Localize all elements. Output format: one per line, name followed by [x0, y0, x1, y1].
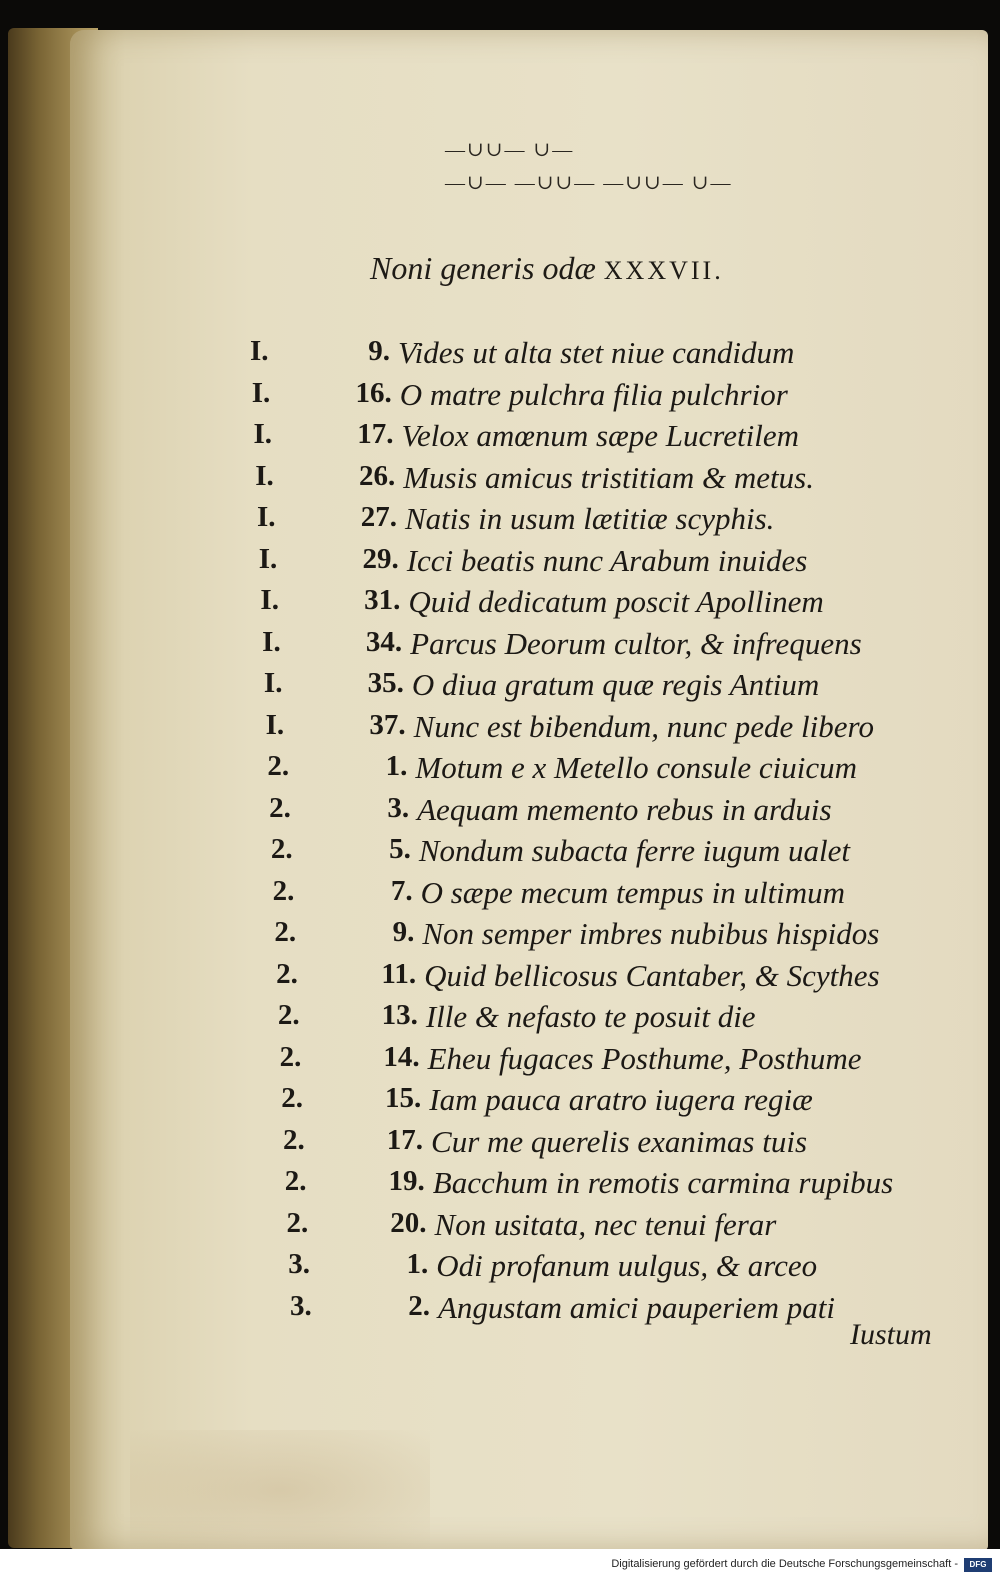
incipit-verse: Musis amicus tristitiam & metus. — [403, 459, 814, 495]
incipit-verse: Non semper imbres nubibus hispidos — [422, 916, 880, 951]
incipit-verse: O matre pulchra filia pulchrior — [399, 376, 788, 412]
ode-number: 27. — [360, 501, 397, 533]
book-number: I. — [255, 459, 274, 492]
ode-number: 26. — [358, 459, 396, 492]
section-heading — [370, 250, 724, 287]
incipit-verse: Velox amœnum sæpe Lucretilem — [401, 418, 799, 453]
book-number: 2. — [279, 1040, 302, 1073]
meter-line-2: —∪— —∪∪— —∪∪— ∪— — [445, 172, 733, 194]
ode-number: 29. — [362, 542, 399, 575]
book-number: I. — [251, 376, 271, 409]
ode-number: 11. — [381, 957, 417, 990]
ode-number: 1. — [385, 750, 408, 782]
heading-number: XXXVII. — [603, 256, 724, 285]
ode-number: 7. — [390, 874, 413, 907]
ode-number: 20. — [390, 1206, 427, 1239]
catchword: Iustum — [850, 1318, 932, 1351]
ode-number: 2. — [408, 1289, 430, 1322]
incipit-verse: Quid dedicatum poscit Apollinem — [408, 584, 824, 619]
ode-number: 35. — [367, 667, 404, 699]
ode-number: 17. — [386, 1123, 424, 1156]
book-number: 2. — [277, 999, 300, 1031]
ode-number: 3. — [387, 791, 410, 824]
book-number: I. — [256, 501, 276, 533]
ode-number: 16. — [355, 376, 392, 409]
ode-number: 14. — [383, 1040, 420, 1073]
book-number: 3. — [288, 1248, 310, 1280]
incipit-verse: Motum e x Metello consule ciuicum — [415, 750, 857, 785]
book-number: 2. — [286, 1206, 309, 1239]
book-number: 2. — [274, 916, 297, 948]
book-number: 2. — [270, 833, 293, 865]
ode-number: 5. — [389, 833, 411, 865]
incipit-verse: Nunc est bibendum, nunc pede libero — [413, 708, 874, 744]
ode-number: 34. — [365, 625, 403, 658]
book-number: I. — [263, 667, 283, 699]
book-number: I. — [250, 335, 269, 367]
book-number: I. — [260, 584, 279, 616]
incipit-verse: Ille & nefasto te posuit die — [425, 999, 756, 1034]
book-number: I. — [265, 708, 285, 741]
book-number: 2. — [269, 791, 291, 824]
ode-number: 37. — [369, 708, 406, 741]
book-number: 2. — [276, 957, 298, 990]
page-stain — [130, 1430, 430, 1550]
book-number: 2. — [272, 874, 295, 907]
ode-number: 17. — [357, 418, 394, 450]
ode-number: 15. — [385, 1082, 422, 1114]
incipit-verse: Aequam memento rebus in arduis — [417, 791, 832, 827]
incipit-verse: Nondum subacta ferre iugum ualet — [418, 833, 850, 868]
incipit-verse: Iam pauca aratro iugera regiæ — [429, 1082, 813, 1117]
ode-number: 31. — [364, 584, 401, 616]
book-number: 2. — [283, 1123, 305, 1156]
ode-number: 13. — [381, 999, 418, 1031]
book-number: 2. — [284, 1165, 307, 1197]
incipit-verse: Angustam amici pauperiem pati — [438, 1289, 835, 1325]
meter-line-1: —∪∪— ∪— — [445, 139, 575, 161]
incipit-verse: Bacchum in remotis carmina rupibus — [432, 1165, 894, 1200]
book-number: I. — [253, 418, 273, 450]
incipit-verse: Parcus Deorum cultor, & infrequens — [410, 625, 862, 661]
incipit-verse: O sæpe mecum tempus in ultimum — [420, 874, 846, 910]
book-number: I. — [262, 625, 281, 658]
ode-number: 9. — [368, 335, 390, 367]
incipit-verse: O diua gratum quæ regis Antium — [411, 667, 820, 702]
funding-credit: Digitalisierung gefördert durch die Deutsche Forschungsgemeinschaft - — [611, 1558, 958, 1570]
ode-number: 9. — [392, 916, 415, 948]
book-number: 3. — [290, 1289, 312, 1322]
incipit-verse: Natis in usum lætitiæ scyphis. — [404, 501, 775, 536]
incipit-verse: Quid bellicosus Cantaber, & Scythes — [424, 957, 880, 993]
book-number: 2. — [267, 750, 290, 782]
ode-number: 1. — [406, 1248, 429, 1280]
digitization-footer — [0, 1549, 1000, 1580]
incipit-verse: Icci beatis nunc Arabum inuides — [406, 542, 808, 578]
book-number: I. — [258, 542, 278, 575]
book-number: 2. — [281, 1082, 304, 1114]
incipit-verse: Vides ut alta stet niue candidum — [398, 335, 795, 370]
incipit-verse: Non usitata, nec tenui ferar — [434, 1206, 777, 1242]
ode-number: 19. — [388, 1165, 425, 1197]
incipit-verse: Odi profanum uulgus, & arceo — [436, 1248, 818, 1283]
heading-title: Noni generis odæ — [370, 250, 596, 286]
dfg-logo: DFG — [964, 1558, 992, 1572]
incipit-verse: Eheu fugaces Posthume, Posthume — [427, 1040, 862, 1076]
incipit-verse: Cur me querelis exanimas tuis — [431, 1123, 808, 1159]
